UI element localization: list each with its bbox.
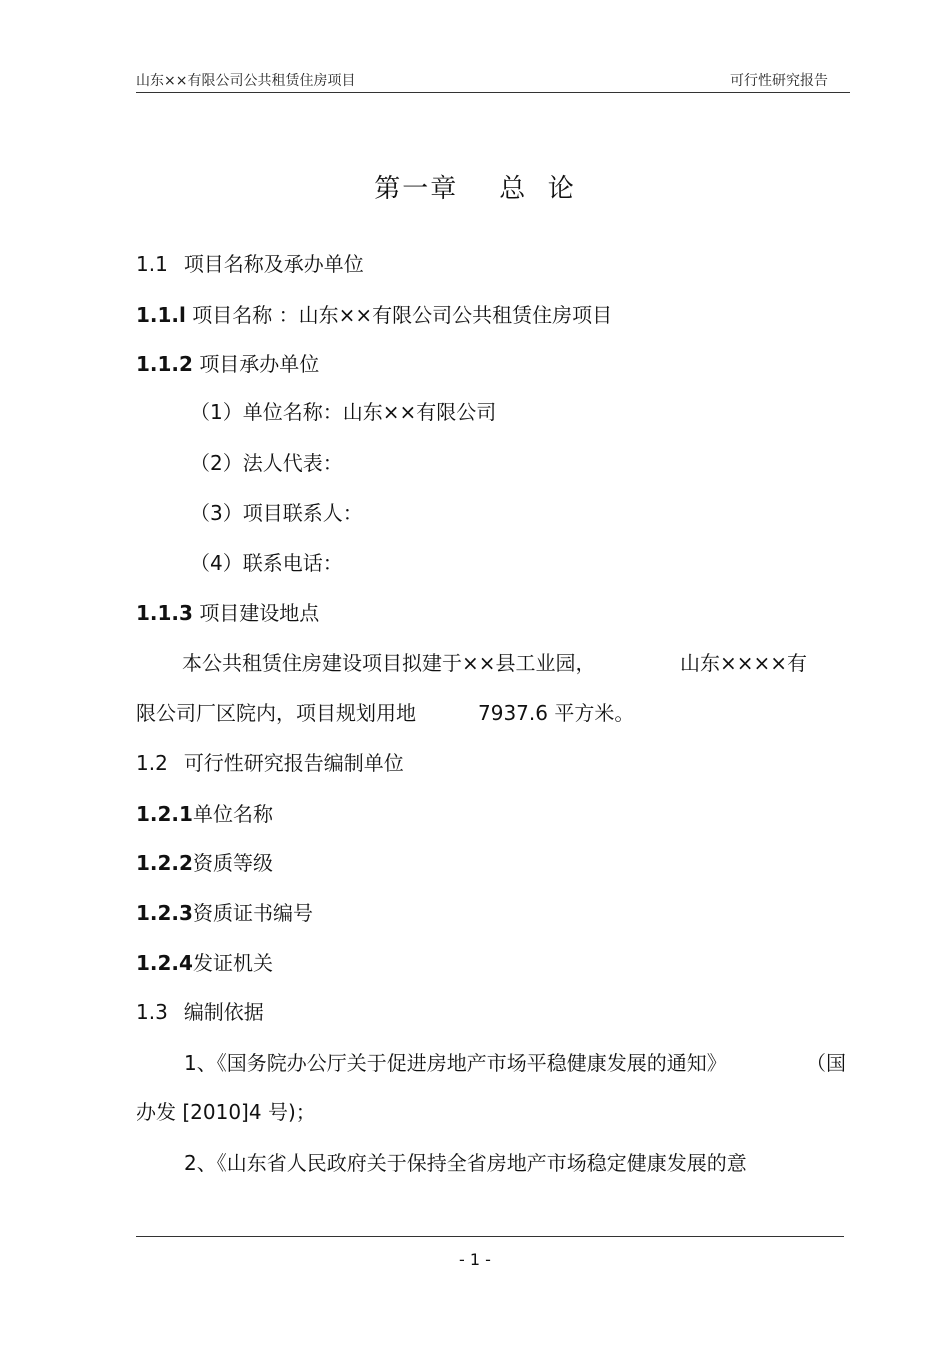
section-number: 1.2.1 (136, 802, 193, 826)
section-number: 1.2.4 (136, 951, 193, 975)
basis-item-1c: 办发 [2010]4 号)； (136, 1100, 316, 1124)
header-right: 可行性研究报告 (730, 73, 828, 89)
list-item-1: （1）单位名称：山东××有限公司 (190, 400, 497, 424)
page-number: - 1 - (459, 1250, 491, 1269)
section-number: 1.1.l (136, 303, 186, 327)
chapter-title: 第一章 总 论 (374, 174, 576, 204)
location-para-line2b: 7937.6 平方米。 (478, 701, 635, 725)
location-para-line1a: 本公共租赁住房建设项目拟建于××县工业园， (182, 651, 596, 675)
section-text: 项目建设地点 (199, 601, 320, 625)
section-number: 1.2.3 (136, 901, 193, 925)
list-item-4: （4）联系电话： (190, 551, 343, 575)
section-number: 1.1.2 (136, 352, 193, 376)
section-number: 1.2.2 (136, 851, 193, 875)
section-1-1-3 (136, 599, 319, 627)
section-1-2 (136, 749, 404, 777)
list-item-3: （3）项目联系人： (190, 501, 363, 525)
section-text: 发证机关 (192, 951, 273, 975)
section-title: 项目名称及承办单位 (183, 252, 364, 276)
section-title: 可行性研究报告编制单位 (183, 751, 404, 775)
section-text: 资质证书编号 (192, 901, 313, 925)
location-para-line2a: 限公司厂区院内，项目规划用地 (136, 701, 416, 725)
basis-item-1b: （国 (806, 1051, 846, 1075)
section-number: 1.3 (136, 1000, 168, 1024)
section-title: 编制依据 (183, 1000, 264, 1024)
section-1-1-1 (136, 301, 612, 329)
basis-item-1a: 1、《国务院办公厅关于促进房地产市场平稳健康发展的通知》 (184, 1051, 727, 1075)
section-1-1 (136, 250, 364, 278)
location-para-line1b: 山东××××有 (680, 651, 808, 675)
basis-item-2: 2、《山东省人民政府关于保持全省房地产市场稳定健康发展的意 (184, 1151, 747, 1175)
section-number: 1.1.3 (136, 601, 193, 625)
section-1-2-3 (136, 899, 313, 927)
section-number: 1.1 (136, 252, 168, 276)
section-1-2-2 (136, 849, 273, 877)
section-text: 项目名称 ：山东××有限公司公共租赁住房项目 (192, 303, 613, 327)
section-1-2-1 (136, 800, 273, 828)
section-1-3 (136, 998, 264, 1026)
section-text: 项目承办单位 (199, 352, 320, 376)
section-text: 资质等级 (192, 851, 273, 875)
section-text: 单位名称 (192, 802, 273, 826)
section-1-1-2 (136, 350, 319, 378)
list-item-2: （2）法人代表： (190, 451, 343, 475)
header-left: 山东××有限公司公共租赁住房项目 (136, 73, 356, 89)
footer-rule (136, 1236, 844, 1237)
header-rule (136, 92, 850, 93)
section-number: 1.2 (136, 751, 168, 775)
section-1-2-4 (136, 949, 273, 977)
